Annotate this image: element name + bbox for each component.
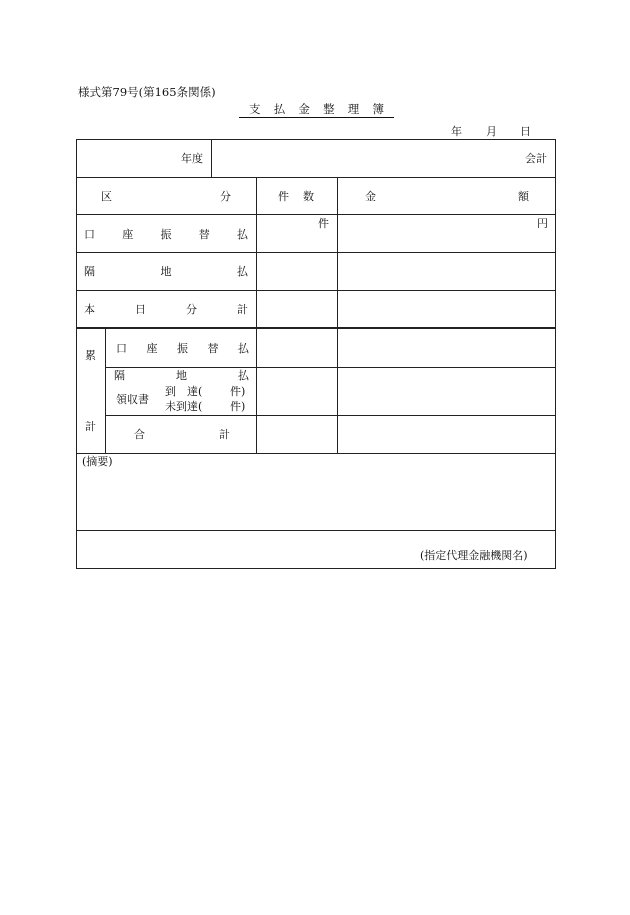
date-year-label: 年 [451, 125, 462, 138]
daily-total-label-char: 計 [237, 303, 248, 316]
count-header-char: 数 [303, 190, 314, 203]
column-divider [105, 328, 106, 453]
institution-label: (指定代理金融機関名) [420, 549, 528, 562]
amount-header-char: 金 [365, 190, 376, 203]
row-divider [77, 290, 555, 291]
cumulative-char-1: 累 [85, 349, 96, 362]
receipt-not-arrived-label: 未到達( [165, 400, 203, 413]
daily-transfer-label-char: 口 [84, 228, 95, 241]
date-month-label: 月 [486, 125, 497, 138]
section-divider [77, 327, 555, 329]
category-header-char: 区 [101, 190, 112, 203]
category-header [101, 191, 231, 202]
fiscal-year-label: 年度 [181, 152, 203, 165]
daily-transfer-label-char: 払 [237, 228, 248, 241]
receipt-arrived-suffix: 件) [230, 385, 246, 398]
row-divider [77, 530, 555, 531]
row-divider [105, 415, 555, 416]
receipt-label: 領収書 [116, 393, 149, 406]
cumulative-total-label [134, 429, 230, 440]
row-divider [77, 177, 555, 178]
cumulative-remote-label-char: 払 [238, 369, 249, 382]
cumulative-transfer-label [116, 343, 249, 354]
column-divider [256, 177, 257, 453]
cumulative-total-label-char: 計 [219, 428, 230, 441]
form-title-char: 簿 [372, 102, 384, 116]
cumulative-remote-label [114, 370, 249, 381]
category-header-char: 分 [220, 190, 231, 203]
receipt-not-arrived-suffix: 件) [230, 400, 246, 413]
form-title-char: 理 [347, 102, 360, 116]
daily-transfer-label-char: 替 [198, 228, 210, 241]
count-unit: 件 [318, 217, 329, 230]
form-title-char: 支 [249, 102, 261, 116]
amount-header [365, 191, 529, 202]
row-divider [105, 367, 555, 368]
cumulative-remote-label-char: 隔 [114, 369, 125, 382]
amount-unit: 円 [537, 217, 548, 230]
daily-remote-label-char: 払 [237, 265, 248, 278]
row-divider [77, 252, 555, 253]
form-title-char: 金 [298, 102, 310, 116]
daily-total-label [84, 304, 248, 315]
count-header [278, 191, 314, 202]
row-divider [77, 453, 555, 454]
daily-remote-label-char: 地 [160, 265, 172, 278]
form-reference: 様式第79号(第165条関係) [78, 85, 216, 99]
date-day-label: 日 [520, 125, 531, 138]
remarks-label: (摘要) [82, 455, 113, 468]
daily-total-label-char: 分 [186, 303, 197, 316]
daily-remote-label [84, 266, 248, 277]
daily-remote-label-char: 隔 [84, 265, 95, 278]
cumulative-transfer-label-char: 振 [177, 342, 188, 355]
column-divider [211, 140, 212, 177]
daily-total-label-char: 日 [135, 303, 146, 316]
cumulative-remote-label-char: 地 [176, 369, 187, 382]
cumulative-char-2: 計 [85, 420, 96, 433]
column-divider [337, 177, 338, 453]
count-header-char: 件 [278, 190, 289, 203]
cumulative-transfer-label-char: 口 [116, 342, 127, 355]
account-label: 会計 [525, 152, 547, 165]
form-title [239, 104, 394, 118]
daily-transfer-label [84, 229, 248, 240]
daily-transfer-label-char: 座 [122, 228, 134, 241]
daily-transfer-label-char: 振 [160, 228, 172, 241]
cumulative-transfer-label-char: 替 [207, 342, 219, 355]
form-title-char: 払 [273, 102, 286, 116]
cumulative-total-label-char: 合 [134, 428, 145, 441]
amount-header-char: 額 [518, 190, 529, 203]
row-divider [77, 214, 555, 215]
cumulative-transfer-label-char: 払 [238, 342, 249, 355]
ledger-table [76, 139, 556, 569]
receipt-arrived-label: 到 達( [165, 385, 203, 398]
form-title-char: 整 [323, 102, 335, 116]
cumulative-transfer-label-char: 座 [146, 342, 158, 355]
daily-total-label-char: 本 [84, 303, 95, 316]
